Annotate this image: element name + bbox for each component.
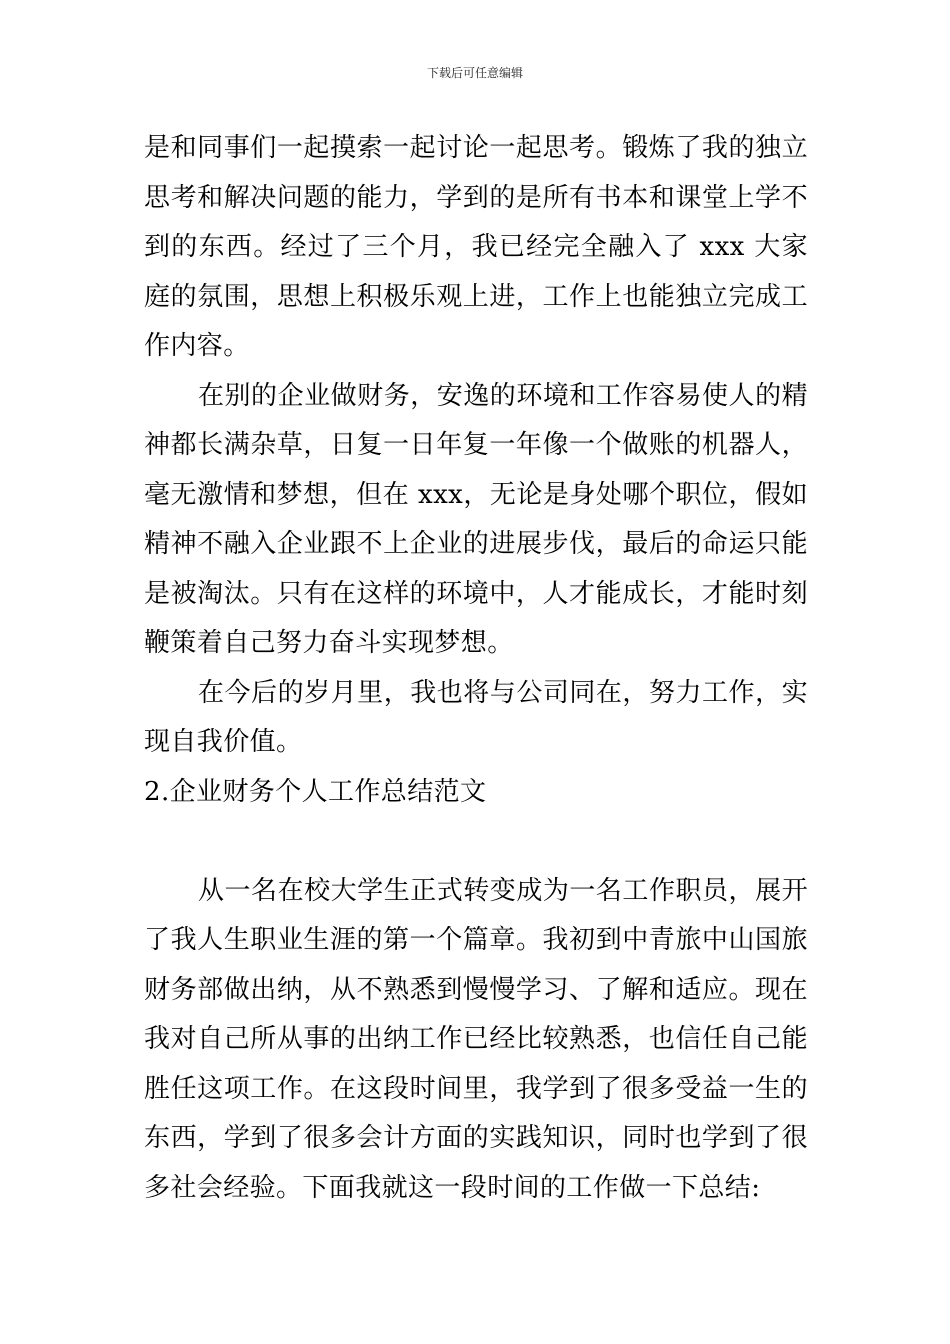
paragraph: 在今后的岁月里，我也将与公司同在，努力工作，实现自我价值。: [144, 677, 808, 757]
paragraph: 在别的企业做财务，安逸的环境和工作容易使人的精神都长满杂草，日复一日年复一年像一个做账的机器人，毫无激情和梦想，但在 xxx，无论是身处哪个职位，假如精神不融入企业跟不上企业的进展步伐，最后的命运只能是被淘汰。只有在这样的环境中，人才能成长，才能时刻鞭策着自己努力奋斗实现梦想。: [144, 380, 808, 658]
document-body: [144, 124, 808, 1213]
paragraph: 从一名在校大学生正式转变成为一名工作职员，展开了我人生职业生涯的第一个篇章。我初到中青旅中山国旅财务部做出纳，从不熟悉到慢慢学习、了解和适应。现在我对自己所从事的出纳工作已经比较熟悉，也信任自己能胜任这项工作。在这段时间里，我学到了很多受益一生的东西，学到了很多会计方面的实践知识，同时也学到了很多社会经验。下面我就这一段时间的工作做一下总结:: [144, 875, 808, 1203]
section-heading: 2.企业财务个人工作总结范文: [144, 776, 487, 807]
page-header: 下载后可任意编辑: [426, 66, 523, 80]
paragraph: 是和同事们一起摸索一起讨论一起思考。锻炼了我的独立思考和解决问题的能力，学到的是所有书本和课堂上学不到的东西。经过了三个月，我已经完全融入了 xxx 大家庭的氛围，思想上积极乐观上进，工作上也能独立完成工作内容。: [144, 133, 808, 361]
blank-line: [144, 817, 808, 867]
